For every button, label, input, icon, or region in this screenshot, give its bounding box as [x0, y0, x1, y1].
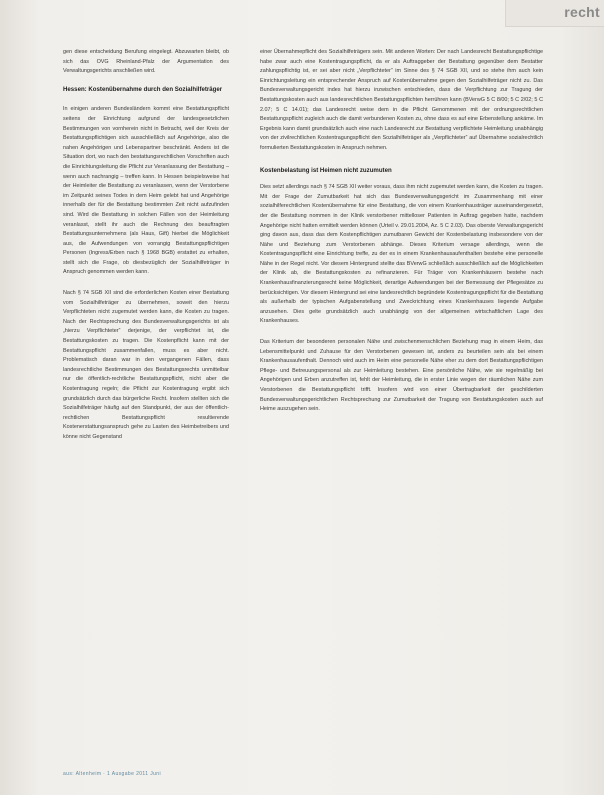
page-footer: aus: Altenheim · 1 Ausgabe 2011 Juni	[63, 771, 161, 777]
right-paragraph-2: Dies setzt allerdings nach § 74 SGB XII weiter voraus, dass ihm nicht zugemutet werden kann, die Kosten zu tragen. Mit der Frage der Zumutbarkeit hat sich das Bundesverwaltungsgericht im Zusammenhang mit einer sozialhilferechtlichen Kostenübernahme für eine Bestattung, die von einem Krankenhausträger auseinandergesetzt, der die Bestattung nommen in der Klinik verstorbener mittelloser Patienten in Auftrag gegeben hatte, nachdem Angehörige nicht hatten ermittelt werden können (Urteil v. 29.01.2004, Az. 5 C 2.03). Das oberste Verwaltungsgericht ging davon aus, dass das dem Kostenpflichtigen zumutbaren Gewicht der Kostenbelastung insbesondere von der Nähe und Beziehung zum Verstorbenen abhänge. Dieses Kriterium versage allerdings, wenn die Kostentragungspflicht eine Einrichtung treffe, zu der es in einem Krankenhausaufenthalten bestehe eine personelle Nähe in der Regel nicht. Vor diesem Hintergrund stellte das BVerwG schließlich ausschließlich auf die Möglichkeiten der Klinik ab, die Bestattungskosten zu refinanzieren. Für Träger von Krankenhäusern bestehe nach Krankenhausfinanzierungsrecht keine Möglichkeit, derartige Aufwendungen bei der Bemessung der Pflegesätze zu berücksichtigen. Vor diesem Hintergrund sei eine landesrechtlich begründete Kostentragungspflicht für die Bestattung als außerhalb der typischen Aufgabenstellung und Zweckrichtung eines Krankenhauses liegende Aufgabe anzusehen. Dies gelte grundsätzlich auch unabhängig von der allgemeinen wirtschaftlichen Lage des Krankenhauses.	[260, 184, 543, 325]
section-header-tab	[505, 0, 604, 27]
right-paragraph-3: Das Kriterium der besonderen personalen Nähe und zwischenmenschlichen Beziehung mag in einem Heim, das Lebensmittelpunkt und Zuhause für den Verstorbenen gewesen ist, anders zu beurteilen sein als bei einem Krankenhausaufenthalt. Dennoch wird auch im Heim eine personelle Nähe eher zu dem dort Bestattungspflichtigen Pflege- und Betreuungspersonal als zur Heimleitung bestehen. Eine persönliche Nähe, wie sie regelmäßig bei Angehörigen und Erben anzutreffen ist, fehlt der Heimleitung, die in erster Linie wegen der räumlichen Nähe zum Verstorbenen die Bestattungspflicht trifft. Insofern wird von einer Übertragbarkeit der geschilderten Bundesverwaltungsgerichtlichen Rechtsprechung zur Zumutbarkeit der Tragung von Bestattungskosten auch auf Heime auszugehen sein.	[260, 339, 543, 413]
left-text-column	[63, 48, 229, 447]
right-section-heading: Kostenbelastung ist Heimen nicht zuzumuten	[260, 166, 392, 174]
section-title: recht	[564, 4, 600, 20]
left-paragraph-2: In einigen anderen Bundesländern kommt eine Bestattungspflicht seitens der Einrichtung aufgrund der landesgesetzlichen Bestimmungen von vornherein nicht in Betracht, weil der Kreis der Bestattungspflichtigen sich ausschließlich auf Angehörige, also die nahen Angehörigen und Lebenspartner beschränkt. Anders ist die Situation dort, wo nach den bestattungsrechtlichen Vorschriften auch die Einrichtungsleitung die Pflicht zur Veranlassung der Bestattung – wenn auch nachrangig – treffen kann. In Hessen beispielsweise hat der Heimleiter die Bestattung zu veranlassen, wenn der Verstorbene im Zeitpunkt seines Todes in dem Heim gelebt hat und Angehörige innerhalb der für die Bestattung bestimmten Zeit nicht aufzufinden sind. Wird die Bestattung in solchen Fällen von der Heimleitung veranlasst, stellt ihr auch die Rechnung des beauftragten Bestattungsunternehmens (als Haus, Gift) hierbei die Möglichkeit aus, die Aufwendungen von vorrangig Bestattungspflichtigen Personen (Ingress/Erben nach § 1968 BGB) erstattet zu erhalten, stellt sich die Frage, ob diesbezüglich der Sozialhilfeträger in Anspruch genommen werden kann.	[63, 106, 229, 276]
left-paragraph-3: Nach § 74 SGB XII sind die erforderlichen Kosten einer Bestattung vom Sozialhilfeträger zu übernehmen, soweit den hierzu Verpflichteten nicht zugemutet werden kann, die Kosten zu tragen. Nach der Rechtsprechung des Bundesverwaltungsgerichts ist als „hierzu Verpflichteter“ derjenige, der verpflichtet ist, die Bestattungskosten zu tragen. Die Kostenpflicht kann mit der Bestattungspflicht zusammenfallen, muss es aber nicht. Problematisch daran war in den vergangenen Fällen, dass landesrechtliche Bestimmungen des Bestattungsrechts unmittelbar nur die öffentlich-rechtliche Bestattungspflicht, nicht aber die Kostentragung regeln; die Pflicht zur Kostentragung ergibt sich grundsätzlich durch das bürgerliche Recht. Insofern stellten sich die Sozialhilfeträger häufig auf den Standpunkt, der aus der öffentlich-rechtlichen Bestattungspflicht resultierende Kostenerstattungsanspruch gehe zu Lasten des Heimbetreibers und könne nicht Gegenstand	[63, 290, 229, 440]
right-paragraph-1: einer Übernahmepflicht des Sozialhilfeträgers sein. Mit anderen Worten: Der nach Landesrecht Bestattungspflichtige habe zwar auch eine Kostentragungspflicht, da er als Auftraggeber der Bestattung gegenüber dem Bestatter zahlungspflichtig ist, er sei aber nicht „Verpflichteter“ im Sinne des § 74 SGB XII, und so stehe ihm auch kein Einrichtungsleitung ein entsprechender Anspruch auf Kostenübernahme gegen den Sozialhilfeträger nicht zu. Das Bundesverwaltungsgericht indes hat hierzu inzwischen entschieden, dass die Verpflichtung zur Tragung der Bestattungskosten auch aus landesrechtlichen Bestattungspflichten herrühren kann (BVerwG 5 C 8/00; 5 C 2/02; 5 C 2.07; 5 C 14.01); das Landesrecht weise dem in die Pflicht Genommenen mit der ordnungsrechtlichen Bestattungspflicht zugleich auch die damit verbundenen Kosten zu, ohne dass es auf eine Erbenstellung ankäme. Im Ergebnis kann damit grundsätzlich auch eine nach Landesrecht zur Bestattung verpflichtete Heimleitung unabhängig von der zivilrechtlichen Kostentragungspflicht den Sozialhilfeträger als „Verpflichteter“ auf Übernahme sozialrechtlich formulierten Bestattungskosten in Anspruch nehmen.	[260, 49, 543, 151]
left-paragraph-1: gen diese entscheidung Berufung eingelegt. Abzuwarten bleibt, ob sich das OVG Rheinland-Pfalz der Argumentation des Verwaltungsgerichts anschließen wird.	[63, 49, 229, 75]
left-section-heading: Hessen: Kostenübernahme durch den Sozialhilfeträger	[63, 85, 223, 93]
right-text-column	[260, 48, 543, 419]
